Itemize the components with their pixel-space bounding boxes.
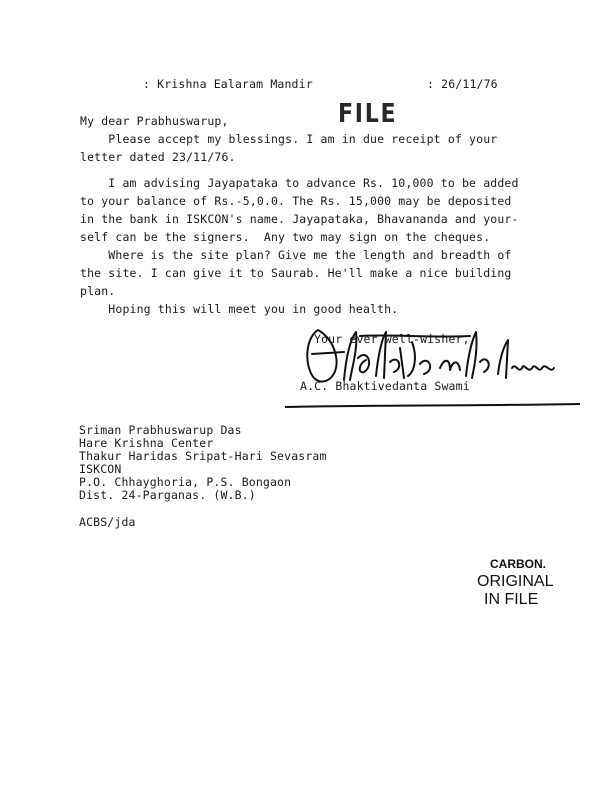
address-line: Hare Krishna Center <box>79 436 214 450</box>
address-line: ISKCON <box>79 462 122 476</box>
address-line: Sriman Prabhuswarup Das <box>79 423 242 437</box>
letter-place: : Krishna Ealaram Mandir <box>143 77 313 91</box>
body-line: to your balance of Rs.-5,0.0. The Rs. 15,000 may be deposited <box>80 194 512 208</box>
signer-name: A.C. Bhaktivedanta Swami <box>300 379 470 393</box>
carbon-stamp-in-file: IN FILE <box>484 591 539 608</box>
valediction: Your ever well-wisher, <box>314 332 470 346</box>
body-line: in the bank in ISKCON's name. Jayapataka, Bhavananda and your- <box>80 212 519 226</box>
address-line: P.O. Chhayghoria, P.S. Bongaon <box>79 475 292 489</box>
address-line: Dist. 24-Parganas. (W.B.) <box>79 488 256 502</box>
carbon-stamp-label: CARBON. <box>490 557 546 571</box>
body-line: Hoping this will meet you in good health. <box>80 302 399 316</box>
carbon-stamp-original: ORIGINAL <box>477 573 554 590</box>
body-line: self can be the signers. Any two may sign on the cheques. <box>80 230 491 244</box>
body-line: plan. <box>80 284 116 298</box>
reference-initials: ACBS/jda <box>79 515 136 529</box>
body-line: Please accept my blessings. I am in due receipt of your <box>80 132 498 146</box>
salutation: My dear Prabhuswarup, <box>80 114 229 128</box>
letter-date: : 26/11/76 <box>427 77 498 91</box>
address-line: Thakur Haridas Sripat-Hari Sevasram <box>79 449 327 463</box>
signature-rule <box>285 402 585 412</box>
body-line: Where is the site plan? Give me the length and breadth of <box>80 248 512 262</box>
body-line: letter dated 23/11/76. <box>80 150 236 164</box>
body-line: I am advising Jayapataka to advance Rs. 10,000 to be added <box>80 176 519 190</box>
file-stamp: FILE <box>338 99 398 129</box>
body-line: the site. I can give it to Saurab. He'll make a nice building <box>80 266 512 280</box>
